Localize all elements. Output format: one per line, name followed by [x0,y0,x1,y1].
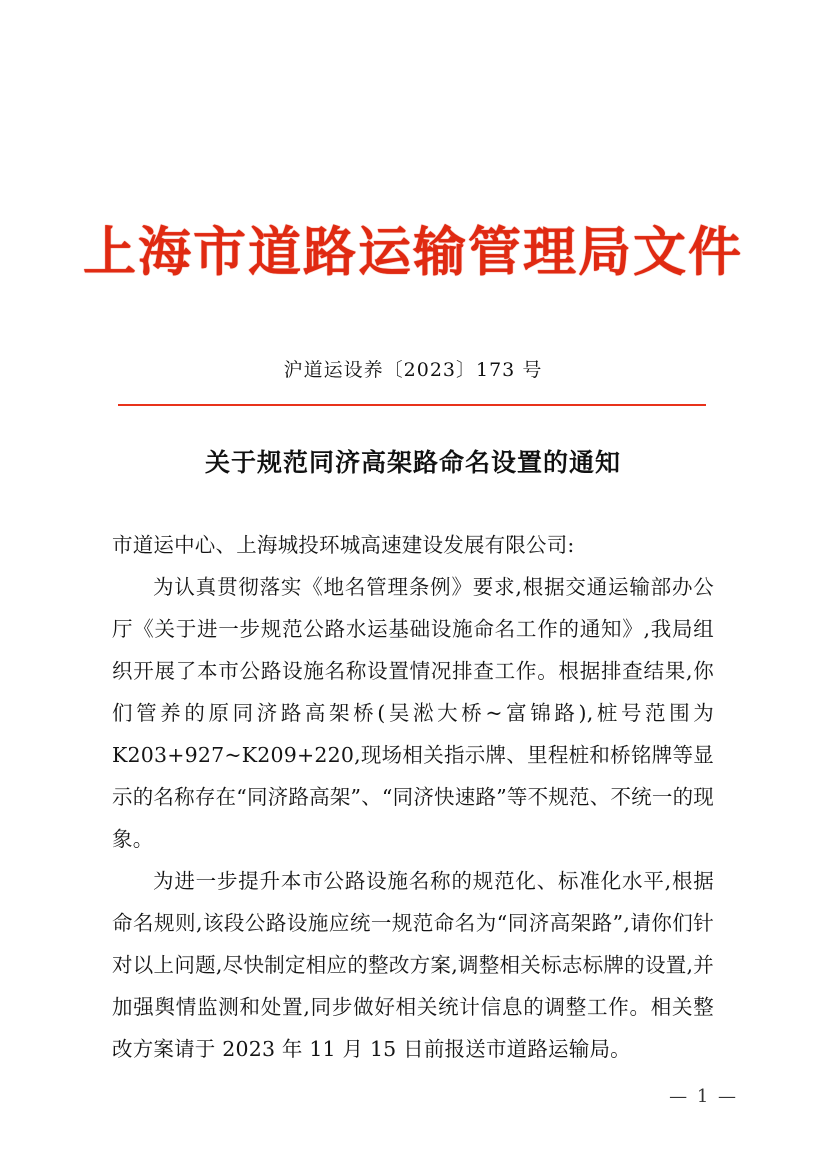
page-number: — 1 — [669,1086,738,1107]
document-heading-row [0,443,826,479]
salutation-line: 市道运中心、上海城投环城高速建设发展有限公司: [112,533,575,557]
page-title: 关于规范同济高架路命名设置的通知 [204,448,621,477]
document-number: 沪道运设养〔2023〕173 号 [283,359,543,381]
masthead-title: 上海市道路运输管理局文件 [83,221,743,283]
red-divider-line [118,404,706,406]
document-body [112,524,714,1070]
masthead [0,222,826,283]
page-footer [0,1086,826,1107]
body-paragraph-1: 为认真贯彻落实《地名管理条例》要求,根据交通运输部办公厅《关于进一步规范公路水运基础设施命名工作的通知》,我局组织开展了本市公路设施名称设置情况排查工作。根据排查结果,你们管养的原同济路高架桥(吴淞大桥~富锦路),桩号范围为 K203+927~K209+220,现场相关指示牌、里程桩和桥铭牌等显示的名称存在“同济路高架”、“同济快速路”等不规范、不统一的现象。 [112,575,714,851]
document-number-row [0,355,826,382]
body-paragraph-2: 为进一步提升本市公路设施名称的规范化、标准化水平,根据命名规则,该段公路设施应统一规范命名为“同济高架路”,请你们针对以上问题,尽快制定相应的整改方案,调整相关标志标牌的设置,并加强舆情监测和处置,同步做好相关统计信息的调整工作。相关整改方案请于 2023 年 11 月 15 日前报送市道路运输局。 [112,869,714,1061]
